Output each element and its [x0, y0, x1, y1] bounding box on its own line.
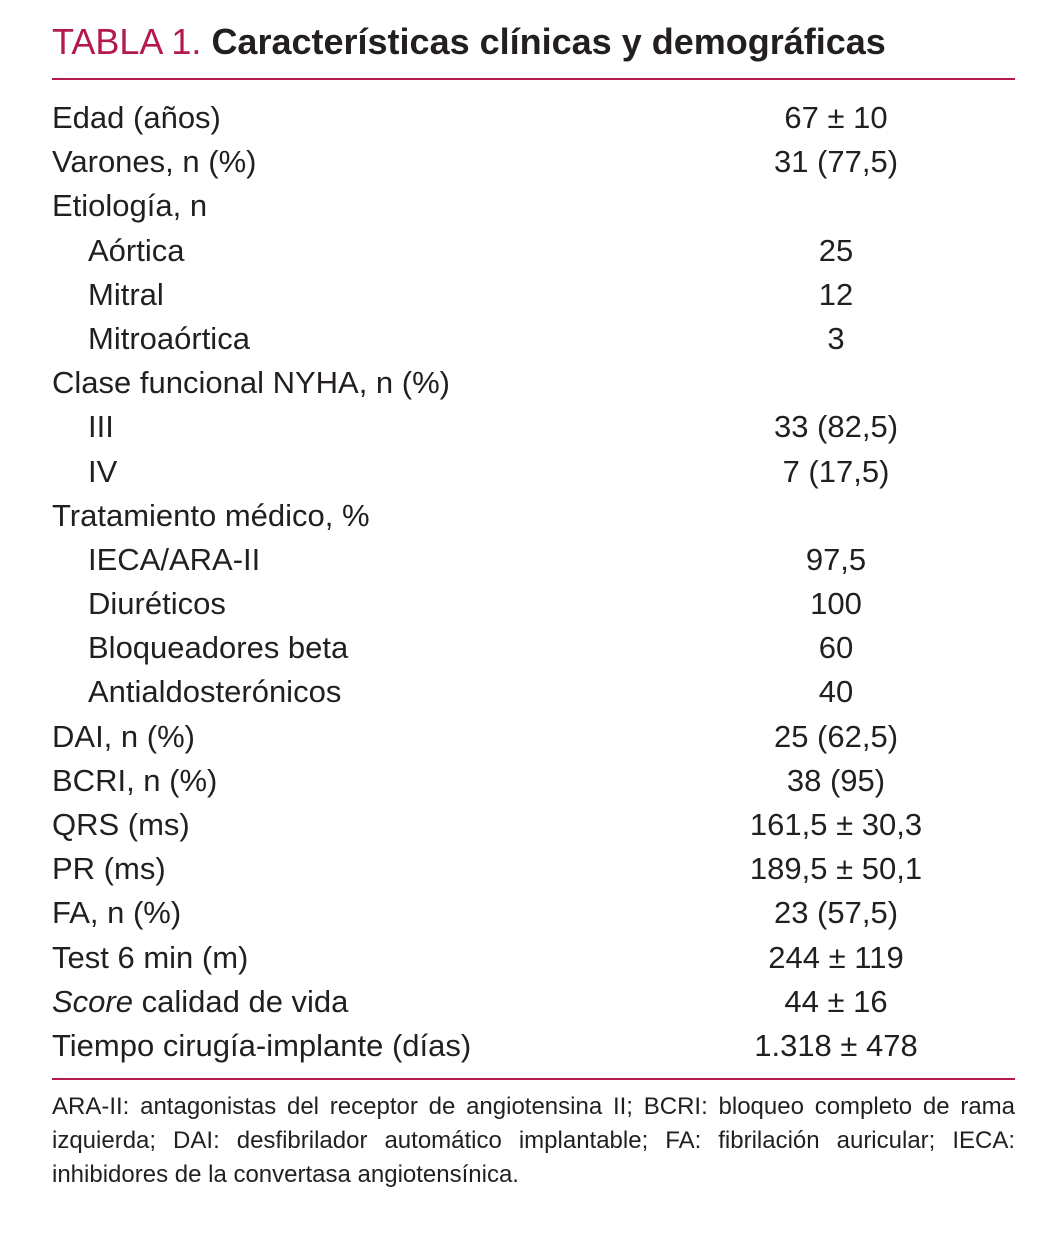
row-label: IECA/ARA-II	[88, 541, 261, 577]
row-label: Clase funcional NYHA, n (%)	[52, 365, 450, 401]
row-label: Tiempo cirugía-implante (días)	[52, 1027, 472, 1063]
row-value: 3	[827, 320, 845, 356]
row-label: Diuréticos	[88, 586, 226, 622]
table-row	[0, 273, 1062, 317]
row-label: Etiología, n	[52, 188, 208, 224]
table-row	[0, 140, 1062, 184]
row-value: 60	[818, 630, 854, 666]
row-value: 1.318 ± 478	[754, 1027, 918, 1063]
row-value: 12	[818, 276, 854, 312]
bottom-divider	[52, 1078, 1015, 1080]
row-value: 33 (82,5)	[773, 409, 899, 445]
table-row	[0, 538, 1062, 582]
table-row	[0, 317, 1062, 361]
row-label: Mitral	[88, 276, 164, 312]
table-row	[0, 980, 1062, 1024]
table-row	[0, 1024, 1062, 1068]
table-row	[0, 626, 1062, 670]
row-value: 67 ± 10	[784, 100, 888, 135]
table-row	[0, 847, 1062, 891]
row-label: DAI, n (%)	[52, 718, 195, 754]
row-value: 44 ± 16	[784, 983, 888, 1019]
row-label: Tratamiento médico, %	[52, 497, 370, 533]
row-value: 97,5	[805, 541, 867, 577]
row-value: 25	[818, 232, 854, 268]
table-row	[0, 450, 1062, 494]
row-label: Score calidad de vida	[52, 983, 349, 1019]
table-row	[0, 96, 1062, 140]
row-value: 31 (77,5)	[773, 144, 899, 180]
row-value: 38 (95)	[786, 762, 886, 798]
row-label: Varones, n (%)	[52, 144, 257, 180]
row-label: Bloqueadores beta	[88, 630, 349, 666]
top-divider	[52, 78, 1015, 80]
row-value: 25 (62,5)	[773, 718, 899, 754]
row-label: BCRI, n (%)	[52, 762, 218, 798]
table-row	[0, 670, 1062, 714]
row-label: Mitroaórtica	[88, 320, 250, 356]
row-value: 189,5 ± 50,1	[749, 851, 923, 887]
table-row	[0, 229, 1062, 273]
row-value: 7 (17,5)	[782, 453, 890, 489]
row-label: III	[88, 409, 114, 445]
row-label: Edad (años)	[52, 100, 221, 135]
row-label: Test 6 min (m)	[52, 939, 249, 975]
table-row	[0, 891, 1062, 935]
row-value: 40	[818, 674, 854, 710]
table-footnote: ARA-II: antagonistas del receptor de angiotensina II; BCRI: bloqueo completo de rama izquierda; DAI: desfibrilador automático implantable; FA: fibrilación auricular; IECA: inhibidores de la convertasa angiotensínica.	[52, 1093, 1015, 1188]
row-value: 161,5 ± 30,3	[749, 807, 923, 842]
table-row	[0, 936, 1062, 980]
table-row	[0, 494, 1062, 538]
row-value: 244 ± 119	[768, 939, 904, 975]
row-label: Aórtica	[88, 232, 185, 268]
row-label: Antialdosterónicos	[88, 674, 342, 710]
row-label: FA, n (%)	[52, 895, 182, 931]
table-title	[52, 20, 886, 64]
table-body	[0, 96, 1062, 1068]
table-row	[0, 803, 1062, 847]
row-label: IV	[88, 453, 118, 489]
table-title-text: Características clínicas y demográficas	[211, 21, 886, 62]
table-row	[0, 405, 1062, 449]
table-row	[0, 361, 1062, 405]
row-label: PR (ms)	[52, 851, 166, 887]
row-value: 23 (57,5)	[773, 895, 899, 931]
table-row	[0, 759, 1062, 803]
table-number: TABLA 1.	[52, 21, 202, 62]
table-row	[0, 184, 1062, 228]
table-row	[0, 715, 1062, 759]
row-value: 100	[810, 586, 862, 622]
table-row	[0, 582, 1062, 626]
row-label: QRS (ms)	[52, 807, 190, 842]
